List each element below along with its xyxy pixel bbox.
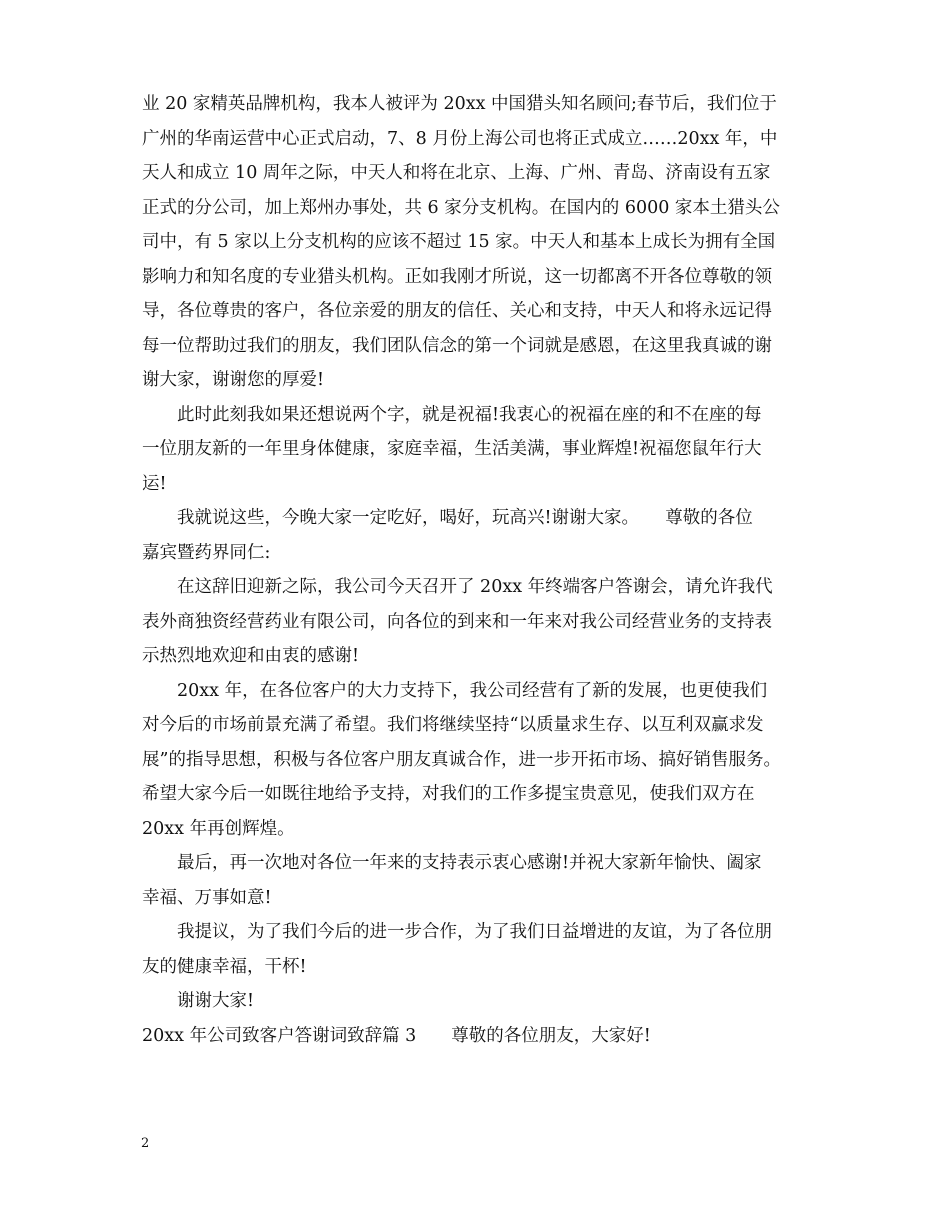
text-line: 20xx 年，在各位客户的大力支持下，我公司经营有了新的发展，也更使我们 [177,680,768,701]
text-line: 幸福、万事如意! [142,887,272,908]
text-line: 友的健康幸福，干杯! [142,956,307,977]
text-line: 业 20 家精英品牌机构，我本人被评为 20xx 中国猎头知名顾问;春节后，我们位于 [142,94,777,114]
text-line: 谢大家，谢谢您的厚爱! [142,370,325,390]
text-line: 我就说这些，今晚大家一定吃好，喝好，玩高兴!谢谢大家。 尊敬的各位 [177,508,753,528]
text-line: 我提议，为了我们今后的进一步合作，为了我们日益增进的友谊，为了各位朋 [177,922,772,942]
document-body [142,87,812,1053]
text-line: 对今后的市场前景充满了希望。我们将继续坚持“以质量求生存、以互利双赢求发 [142,715,764,735]
text-line: 广州的华南运营中心正式启动，7、8 月份上海公司也将正式成立……20xx 年，中 [142,128,778,149]
text-line: 正式的分公司，加上郑州办事处，共 6 家分支机构。在国内的 6000 家本土猎头公 [142,197,780,218]
text-line: 展”的指导思想，积极与各位客户朋友真诚合作，进一步开拓市场、搞好销售服务。 [142,749,781,770]
text-line: 20xx 年再创辉煌。 [142,818,295,839]
text-line: 每一位帮助过我们的朋友，我们团队信念的第一个词就是感恩，在这里我真诚的谢 [142,335,772,356]
text-line: 影响力和知名度的专业猎头机构。正如我刚才所说，这一切都离不开各位尊敬的领 [142,266,772,287]
text-line: 表外商独资经营药业有限公司，向各位的到来和一年来对我公司经营业务的支持表 [142,611,772,632]
text-line: 嘉宾暨药界同仁: [142,542,271,563]
page-number: 2 [141,1136,150,1151]
text-line: 在这辞旧迎新之际，我公司今天召开了 20xx 年终端客户答谢会，请允许我代 [177,577,773,597]
text-line: 司中，有 5 家以上分支机构的应该不超过 15 家。中天人和基本上成长为拥有全国 [142,232,776,252]
text-line: 天人和成立 10 周年之际，中天人和将在北京、上海、广州、青岛、济南设有五家 [142,163,771,183]
text-line: 希望大家今后一如既往地给予支持，对我们的工作多提宝贵意见，使我们双方在 [142,784,755,804]
text-line: 导，各位尊贵的客户，各位亲爱的朋友的信任、关心和支持，中天人和将永远记得 [142,301,772,321]
text-line: 20xx 年公司致客户答谢词致辞篇 3 尊敬的各位朋友，大家好! [142,1025,651,1046]
text-line: 运! [142,473,167,494]
text-line: 示热烈地欢迎和由衷的感谢! [142,646,360,666]
text-line: 一位朋友新的一年里身体健康，家庭幸福，生活美满，事业辉煌!祝福您鼠年行大 [142,439,762,459]
text-line: 谢谢大家! [177,991,255,1011]
text-line: 最后，再一次地对各位一年来的支持表示衷心感谢!并祝大家新年愉快、阖家 [177,853,762,873]
text-line: 此时此刻我如果还想说两个字，就是祝福!我衷心的祝福在座的和不在座的每 [177,404,762,425]
